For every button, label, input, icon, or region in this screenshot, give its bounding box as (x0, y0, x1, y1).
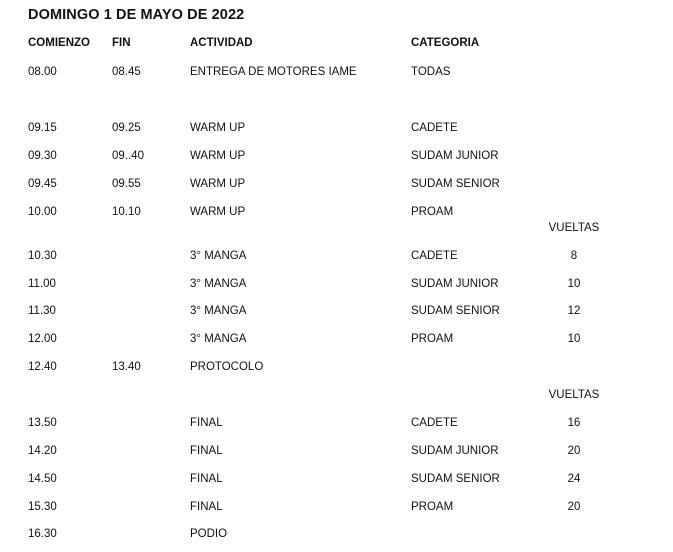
cell-categoria: CADETE (411, 122, 458, 134)
cell-vueltas: 20 (567, 445, 581, 457)
vueltas-header-mangas: VUELTAS (548, 222, 600, 234)
cell-comienzo: 13.50 (28, 417, 57, 429)
cell-categoria: CADETE (411, 417, 458, 429)
cell-comienzo: 12.00 (28, 333, 57, 345)
table-row (0, 278, 673, 294)
cell-comienzo: 16.30 (28, 528, 57, 540)
cell-actividad: WARM UP (190, 150, 246, 162)
cell-vueltas: 10 (567, 278, 581, 290)
cell-vueltas: 8 (570, 250, 578, 262)
cell-actividad: PODIO (190, 528, 228, 540)
cell-categoria: SUDAM JUNIOR (411, 278, 499, 290)
cell-comienzo: 11.00 (28, 278, 56, 290)
schedule-title: DOMINGO 1 DE MAYO DE 2022 (28, 7, 245, 23)
table-row (0, 417, 673, 433)
cell-comienzo: 09.45 (28, 178, 57, 190)
table-row (0, 473, 673, 489)
cell-actividad: 3° MANGA (190, 250, 247, 262)
table-row (0, 66, 673, 82)
header-actividad: ACTIVIDAD (190, 37, 253, 49)
table-row (0, 528, 673, 544)
cell-fin: 09..40 (112, 150, 144, 162)
cell-vueltas: 20 (567, 501, 581, 513)
cell-actividad: 3° MANGA (190, 278, 247, 290)
cell-comienzo: 10.30 (28, 250, 57, 262)
cell-categoria: PROAM (411, 333, 454, 345)
cell-vueltas: 24 (567, 473, 581, 485)
cell-actividad: FINAL (190, 445, 223, 457)
cell-categoria: SUDAM SENIOR (411, 473, 500, 485)
table-row (0, 305, 673, 321)
table-row (0, 250, 673, 266)
cell-fin: 08.45 (112, 66, 141, 78)
cell-fin: 10.10 (112, 206, 141, 218)
table-row (0, 361, 673, 377)
cell-comienzo: 14.50 (28, 473, 57, 485)
cell-categoria: TODAS (411, 66, 451, 78)
header-fin: FIN (112, 37, 131, 49)
cell-categoria: SUDAM SENIOR (411, 305, 500, 317)
cell-actividad: WARM UP (190, 122, 246, 134)
table-row (0, 206, 673, 222)
cell-comienzo: 15.30 (28, 501, 57, 513)
cell-fin: 09.55 (112, 178, 141, 190)
cell-categoria: PROAM (411, 206, 454, 218)
cell-comienzo: 12.40 (28, 361, 57, 373)
cell-actividad: FINAL (190, 473, 223, 485)
table-row (0, 122, 673, 138)
cell-vueltas: 10 (567, 333, 581, 345)
cell-actividad: ENTREGA DE MOTORES IAME (190, 66, 357, 78)
cell-actividad: 3° MANGA (190, 305, 247, 317)
cell-actividad: 3° MANGA (190, 333, 247, 345)
header-comienzo: COMIENZO (28, 37, 90, 49)
cell-actividad: PROTOCOLO (190, 361, 264, 373)
vueltas-header-finales: VUELTAS (548, 389, 600, 401)
cell-comienzo: 09.15 (28, 122, 57, 134)
cell-comienzo: 11.30 (28, 305, 56, 317)
cell-categoria: SUDAM JUNIOR (411, 150, 499, 162)
cell-actividad: FINAL (190, 417, 223, 429)
cell-categoria: PROAM (411, 501, 454, 513)
cell-vueltas: 12 (567, 305, 581, 317)
cell-categoria: CADETE (411, 250, 458, 262)
cell-comienzo: 09.30 (28, 150, 57, 162)
cell-fin: 13.40 (112, 361, 141, 373)
cell-comienzo: 10.00 (28, 206, 57, 218)
cell-vueltas: 16 (567, 417, 581, 429)
cell-comienzo: 14.20 (28, 445, 57, 457)
table-row (0, 178, 673, 194)
header-categoria: CATEGORIA (411, 37, 480, 49)
table-row (0, 150, 673, 166)
table-row (0, 445, 673, 461)
cell-categoria: SUDAM JUNIOR (411, 445, 499, 457)
cell-actividad: WARM UP (190, 206, 246, 218)
cell-actividad: FINAL (190, 501, 223, 513)
cell-actividad: WARM UP (190, 178, 246, 190)
cell-fin: 09.25 (112, 122, 141, 134)
table-row (0, 333, 673, 349)
cell-categoria: SUDAM SENIOR (411, 178, 500, 190)
table-row (0, 501, 673, 517)
cell-comienzo: 08.00 (28, 66, 57, 78)
